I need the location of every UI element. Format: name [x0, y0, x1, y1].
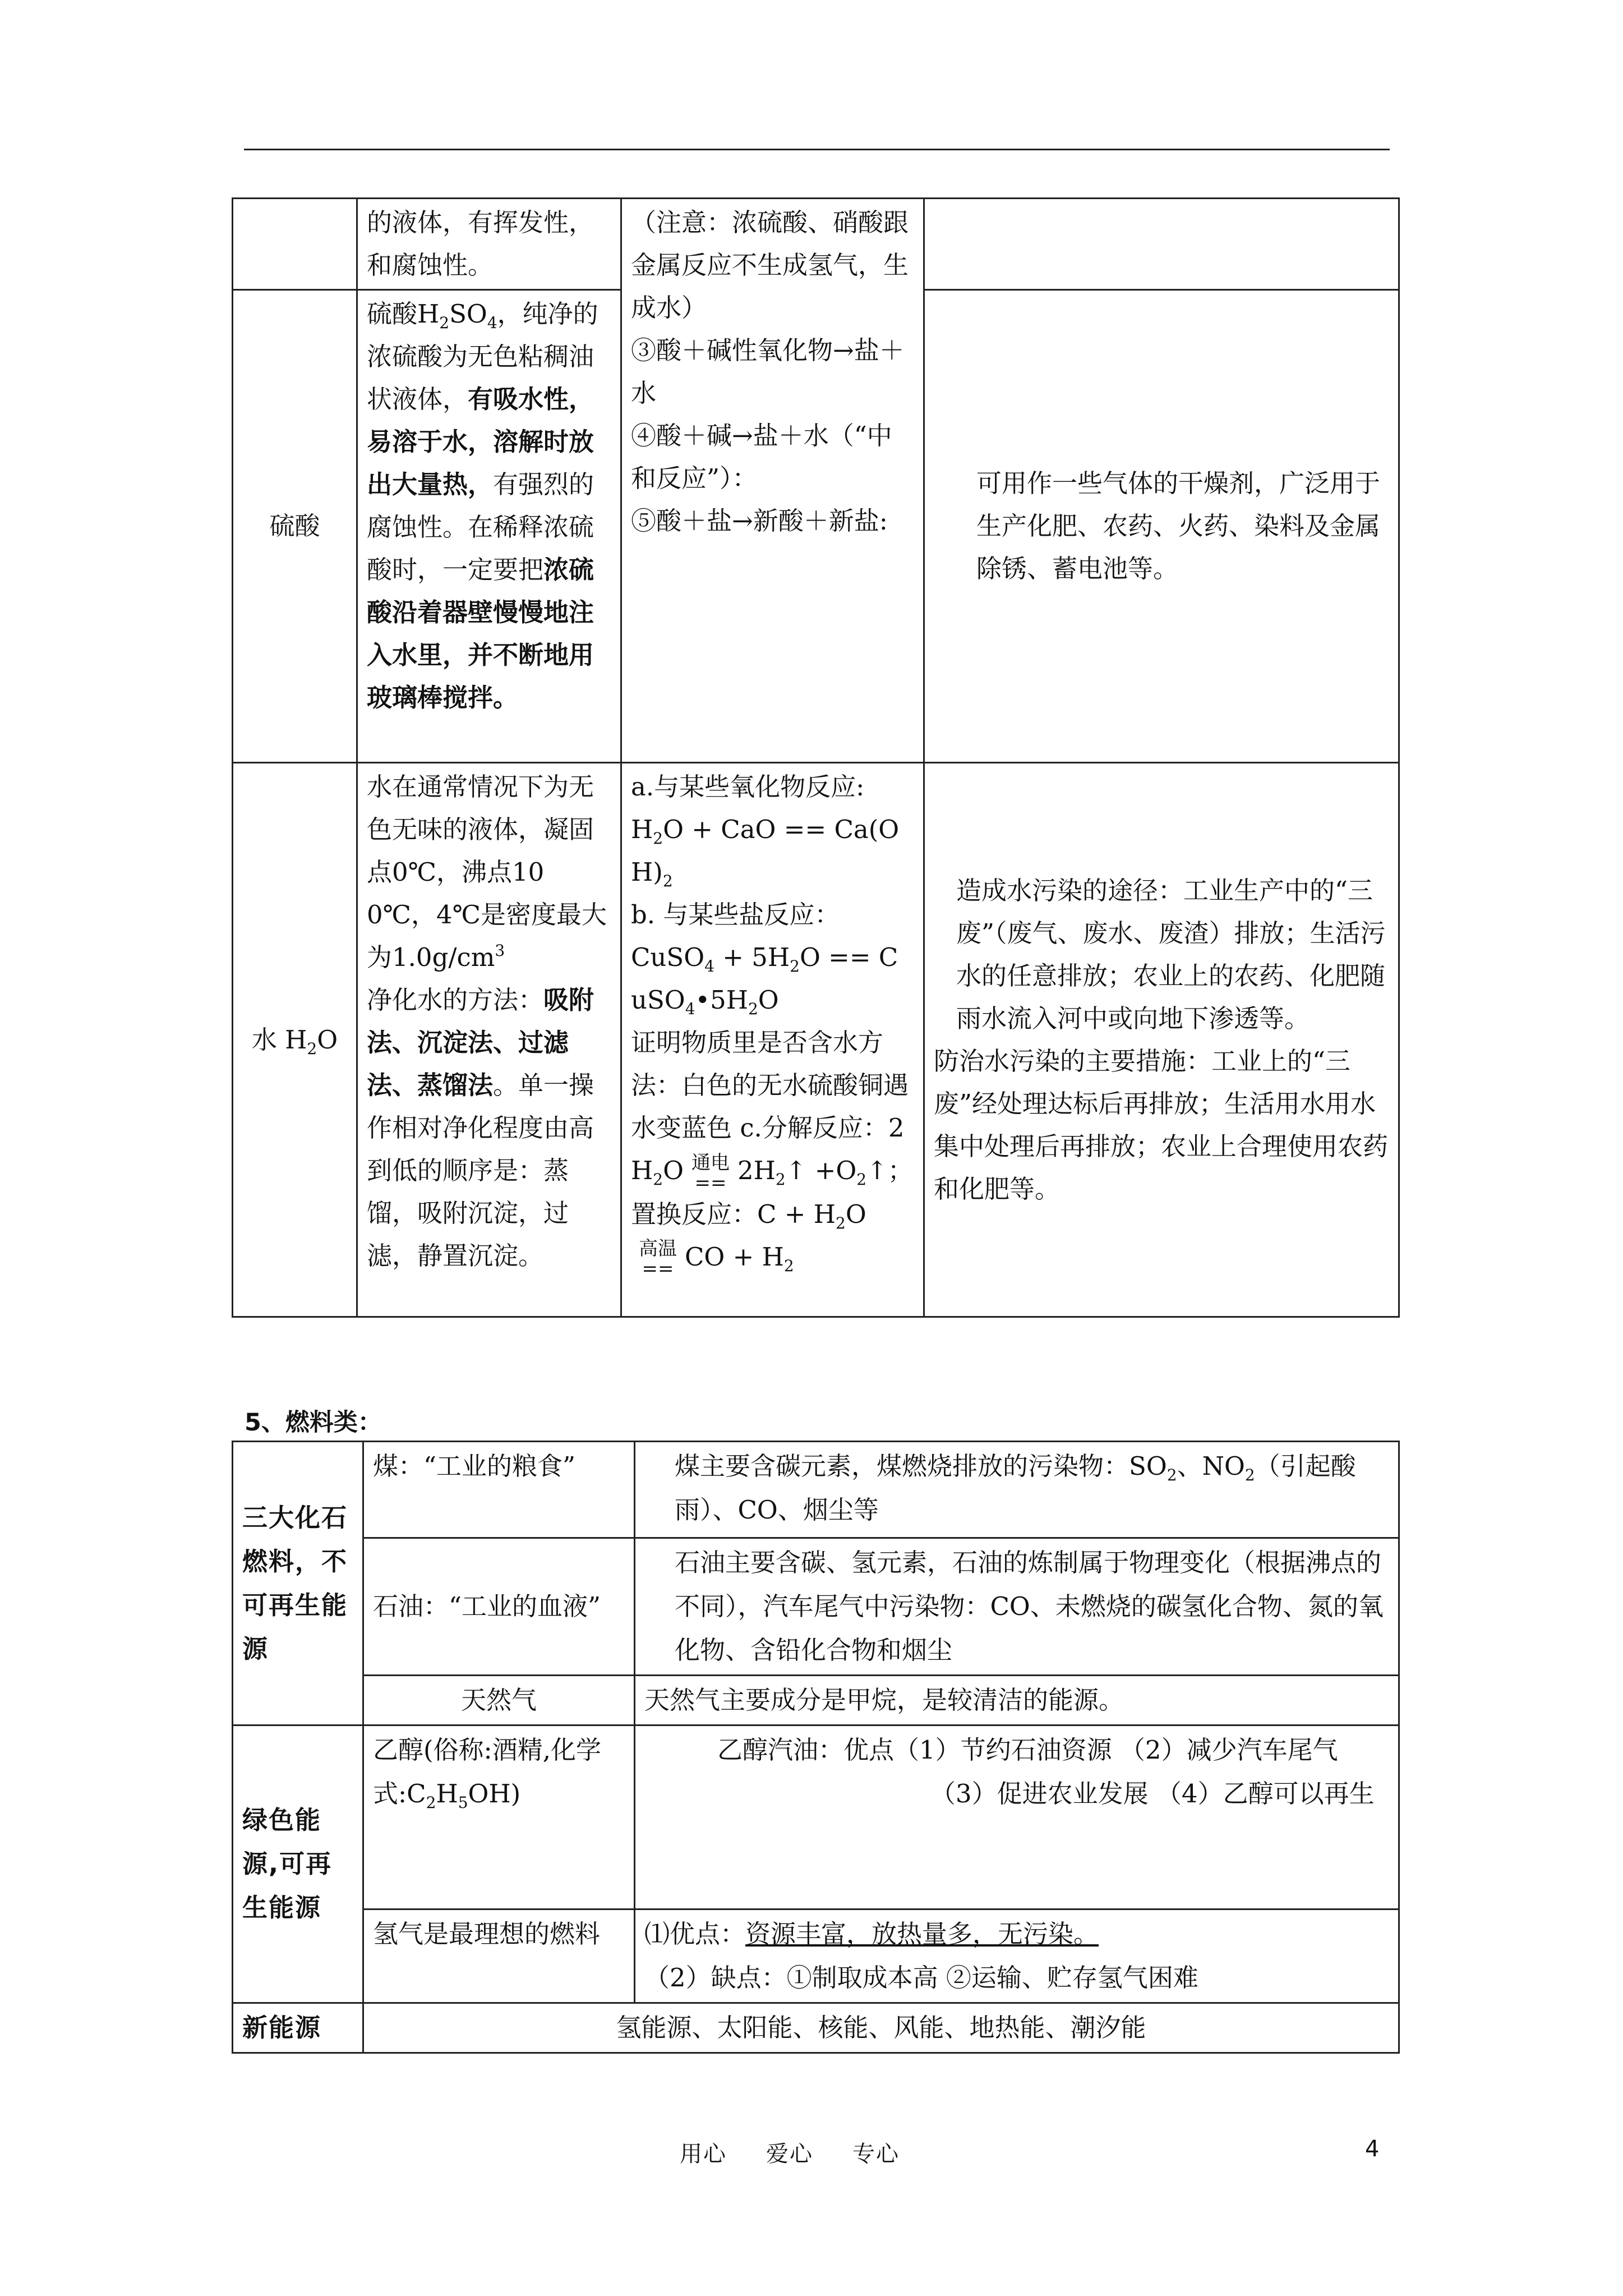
table-row — [233, 1726, 1399, 1910]
name-cell-empty — [233, 199, 357, 290]
category-green: 绿色能源,可再生能源 — [233, 1726, 363, 2003]
table-row — [233, 199, 1399, 290]
fuel-name-oil: 石油：“工业的血液” — [363, 1538, 635, 1676]
header-rule — [244, 149, 1390, 150]
props-cell-acid — [621, 199, 924, 763]
category-fossil: 三大化石燃料，不可再生能源 — [233, 1442, 363, 1726]
page-number: 4 — [1365, 2136, 1380, 2162]
fuel-desc-oil: 石油主要含碳、氢元素，石油的炼制属于物理变化（根据沸点的不同），汽车尾气中污染物：CO、未燃烧的碳氢化合物、氮的氧化物、含铅化合物和烟尘 — [635, 1538, 1399, 1676]
fuel-desc-ethanol: 乙醇汽油：优点（1）节约石油资源 （2）减少汽车尾气 （3）促进农业发展 （4）乙醇可以再生 — [635, 1726, 1399, 1910]
table-row — [233, 1442, 1399, 1538]
footer-item: 专心 — [852, 2141, 900, 2167]
table-row — [233, 1538, 1399, 1676]
desc-cell-h2so4: 硫酸$H_2SO_4$，纯净的浓硫酸为无色粘稠油状液体，有吸水性，易溶于水，溶解时放出大量热，有强烈的腐蚀性。在稀释浓硫酸时，一定要把浓硫酸沿着器壁慢慢地注入水里，并不断地用玻璃棒搅拌。 — [357, 290, 621, 763]
name-cell-water: 水 $H_2O$ — [233, 763, 357, 1317]
fuel-desc-gas: 天然气主要成分是甲烷，是较清洁的能源。 — [635, 1676, 1399, 1726]
category-new-energy: 新能源 — [233, 2003, 363, 2053]
use-cell-h2so4: 可用作一些气体的干燥剂，广泛用于生产化肥、农药、火药、染料及金属除锈、蓄电池等。 — [924, 290, 1399, 763]
table-row — [233, 2003, 1399, 2053]
desc-cell: 的液体，有挥发性，和腐蚀性。 — [357, 199, 621, 290]
section-heading: 5、燃料类： — [245, 1409, 382, 1437]
fuel-name-coal: 煤：“工业的粮食” — [363, 1442, 635, 1538]
footer-item: 爱心 — [766, 2141, 813, 2167]
use-cell-water: 造成水污染的途径：工业生产中的“三废”（废气、废水、废渣）排放；生活污水的任意排放；农业上的农药、化肥随雨水流入河中或向地下渗透等。 防治水污染的主要措施：工业上的“三废”经处理达标后再排放；生活用水用水集中处理后再排放；农业上合理使用农药和化肥等。 — [924, 763, 1399, 1317]
table-row — [233, 1676, 1399, 1726]
condition-electrolysis: 通电 == — [691, 1151, 730, 1194]
equation-cao: $H_2O$ + CaO == $Ca(OH)_2$ — [631, 815, 900, 890]
fuel-name-gas: 天然气 — [363, 1676, 635, 1726]
props-cell-water: a.与某些氧化物反应: $H_2O$ + CaO == $Ca(OH)_2$ b. 与某些盐反应： CuSO$_4$ + $5H_2O$ == $CuSO_4•5H_2O$ 证明物质里是否含水方法：白色的无水硫酸铜遇水变蓝色 c.分解反应：$2H_2O$ 通电 == $2H_2↑$ $+O_2↑$；置换反应：$C + H_2O$高温 == CO + $H_2$ — [621, 763, 924, 1317]
fuel-table — [232, 1441, 1400, 2054]
table-row — [233, 763, 1399, 1317]
use-cell-empty — [924, 199, 1399, 290]
props-item-3: ③酸＋碱性氧化物→盐＋水 — [631, 335, 905, 408]
acid-water-table — [232, 197, 1400, 1318]
fuel-name-hydrogen: 氢气是最理想的燃料 — [363, 1910, 635, 2003]
props-note: （注意：浓硫酸、硝酸跟金属反应不生成氢气，生成水） — [631, 208, 909, 323]
equation-cuso4: CuSO$_4$ + $5H_2O$ == $CuSO_4•5H_2O$ — [631, 942, 898, 1018]
footer-item: 用心 — [680, 2141, 727, 2167]
fuel-desc-coal: 煤主要含碳元素，煤燃烧排放的污染物：$SO_2$、$NO_2$（引起酸雨）、CO、烟尘等 — [635, 1442, 1399, 1538]
condition-high-temp: 高温 == — [639, 1237, 677, 1280]
name-cell-h2so4: 硫酸 — [233, 290, 357, 763]
fuel-desc-hydrogen: ⑴优点：资源丰富，放热量多，无污染。 （2）缺点：①制取成本高 ②运输、贮存氢气困难 — [635, 1910, 1399, 2003]
props-item-4: ④酸＋碱→盐＋水（“中和反应”）： — [631, 421, 892, 493]
desc-cell-water: 水在通常情况下为无色无味的液体，凝固点0℃，沸点100℃，4℃是密度最大为$1.0g/cm^3$ 净化水的方法：吸附法、沉淀法、过滤法、蒸馏法。单一操作相对净化程度由高到低的顺序是：蒸馏，吸附沉淀，过滤，静置沉淀。 — [357, 763, 621, 1317]
table-row — [233, 1910, 1399, 2003]
props-item-5: ⑤酸＋盐→新酸＋新盐: — [631, 506, 888, 536]
fuel-name-ethanol: 乙醇(俗称:酒精,化学式$:C_2H_5OH$) — [363, 1726, 635, 1910]
footer-motto — [680, 2136, 939, 2168]
new-energy-desc: 氢能源、太阳能、核能、风能、地热能、潮汐能 — [363, 2003, 1399, 2053]
